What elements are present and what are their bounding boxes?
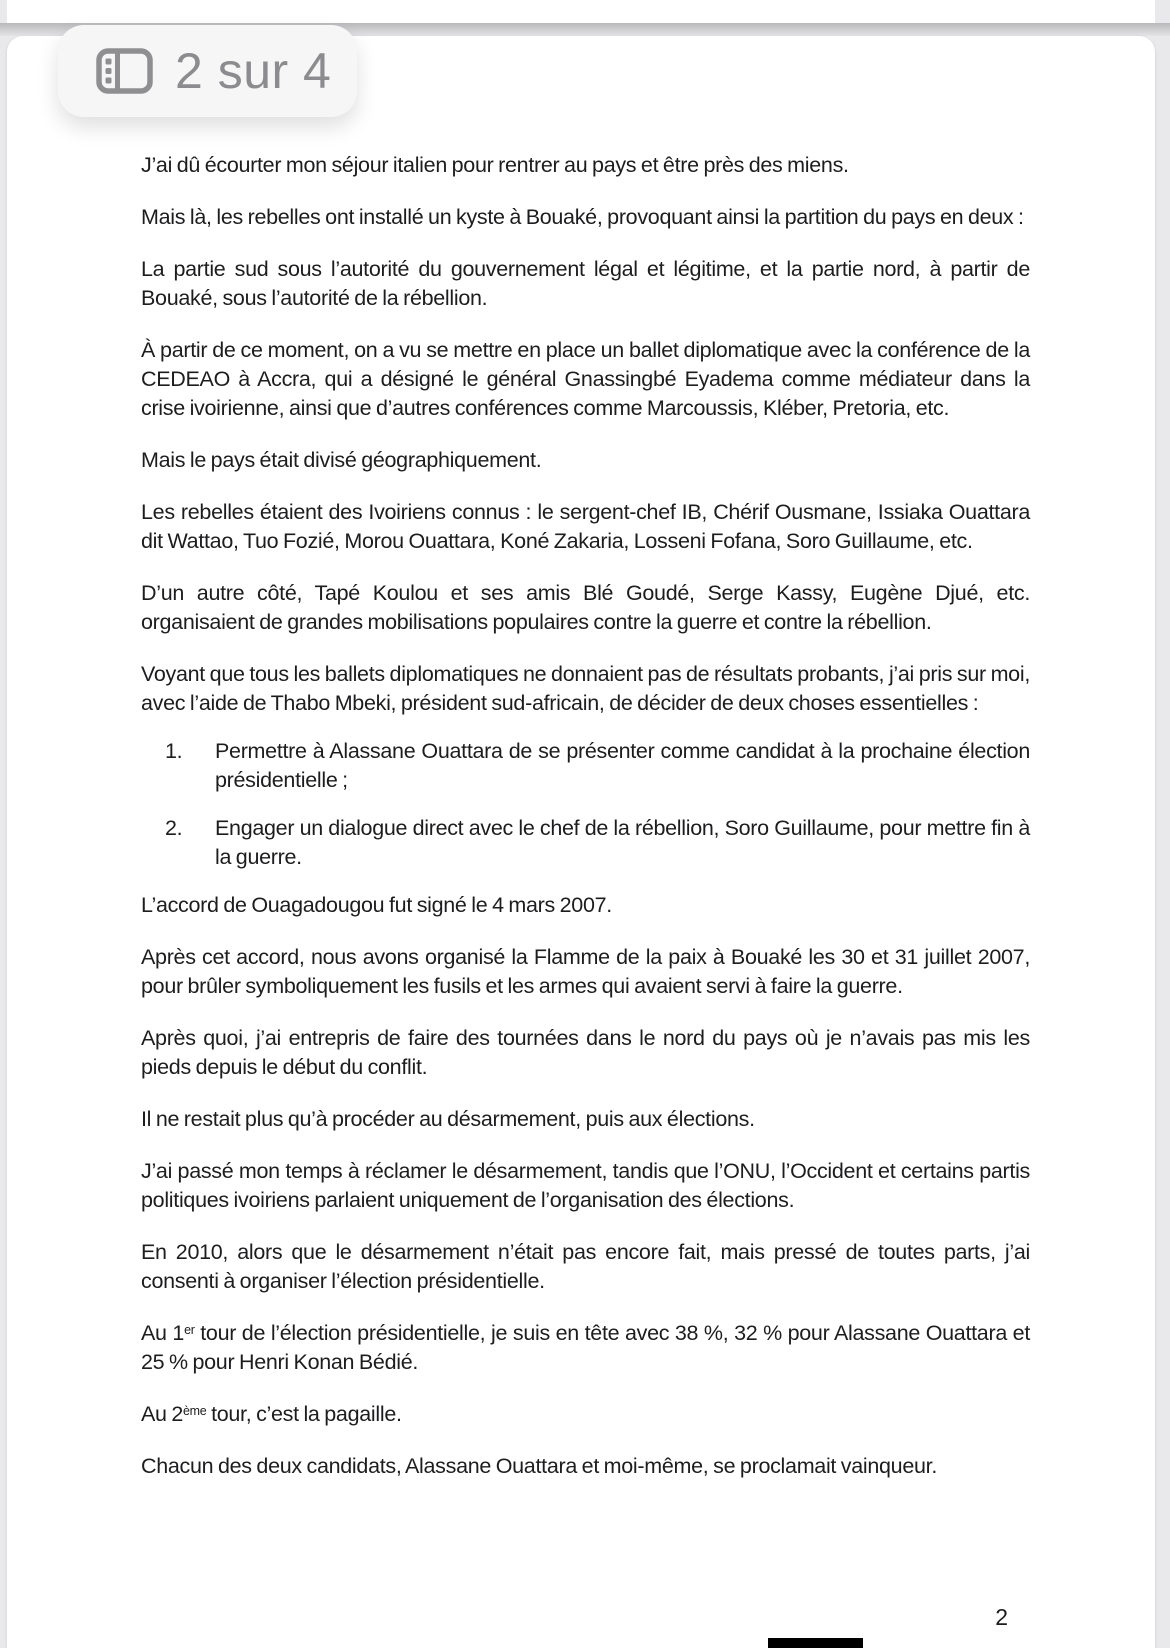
paragraph: Au 1er tour de l’élection présidentielle, je suis en tête avec 38 %, 32 % pour Alassane Ouattara et 25 % pour Henri Konan Bédié. [141, 1321, 1030, 1374]
list-number: 2. [165, 816, 183, 840]
page-indicator-badge[interactable] [58, 25, 357, 117]
paragraph: D’un autre côté, Tapé Koulou et ses amis Blé Goudé, Serge Kassy, Eugène Djué, etc. organisaient de grandes mobilisations populaires contre la guerre et contre la rébellion. [141, 581, 1030, 634]
page-indicator-label: 2 sur 4 [175, 43, 332, 99]
list-item [141, 737, 1030, 795]
list-item [141, 814, 1030, 872]
paragraph: À partir de ce moment, on a vu se mettre en place un ballet diplomatique avec la conférence de la CEDEAO à Accra, qui a désigné le général Gnassingbé Eyadema comme médiateur dans la crise ivoirienne, ainsi que d’autres conférences comme Marcoussis, Kléber, Pretoria, etc. [141, 338, 1030, 420]
paragraph: Au 2ème tour, c’est la pagaille. [141, 1402, 402, 1426]
page-number: 2 [995, 1604, 1008, 1630]
paragraph: Après cet accord, nous avons organisé la Flamme de la paix à Bouaké les 30 et 31 juillet 2007, pour brûler symboliquement les fusils et les armes qui avaient servi à faire la guerre. [141, 945, 1030, 998]
paragraph: L’accord de Ouagadougou fut signé le 4 mars 2007. [141, 893, 612, 917]
document-body [7, 36, 1155, 1481]
left-gutter [0, 0, 7, 1648]
list-item-text: Permettre à Alassane Ouattara de se présenter comme candidat à la prochaine élection présidentielle ; [215, 739, 1030, 792]
paragraph: J’ai dû écourter mon séjour italien pour rentrer au pays et être près des miens. [141, 153, 849, 177]
paragraph: Mais le pays était divisé géographiquement. [141, 448, 542, 472]
paragraph: La partie sud sous l’autorité du gouvernement légal et légitime, et la partie nord, à partir de Bouaké, sous l’autorité de la rébellion. [141, 257, 1030, 310]
paragraph: Mais là, les rebelles ont installé un kyste à Bouaké, provoquant ainsi la partition du pays en deux : [141, 205, 1024, 229]
page-bottom-black-bar [768, 1638, 863, 1648]
right-gutter [1155, 0, 1170, 1648]
paragraph: Les rebelles étaient des Ivoiriens connus : le sergent-chef IB, Chérif Ousmane, Issiaka Ouattara dit Wattao, Tuo Fozié, Morou Ouattara, Koné Zakaria, Losseni Fofana, Soro Guillaume, etc. [141, 500, 1030, 553]
paragraph: Chacun des deux candidats, Alassane Ouattara et moi-même, se proclamait vainqueur. [141, 1454, 937, 1478]
thumbnails-panel-icon [96, 48, 153, 94]
document-page [7, 36, 1155, 1648]
paragraph: Voyant que tous les ballets diplomatiques ne donnaient pas de résultats probants, j’ai pris sur moi, avec l’aide de Thabo Mbeki, président sud-africain, de décider de deux choses essentielles : [141, 662, 1030, 715]
paragraph: Après quoi, j’ai entrepris de faire des tournées dans le nord du pays où je n’avais pas mis les pieds depuis le début du conflit. [141, 1026, 1030, 1079]
list-number: 1. [165, 739, 183, 763]
paragraph: Il ne restait plus qu’à procéder au désarmement, puis aux élections. [141, 1107, 755, 1131]
paragraph: J’ai passé mon temps à réclamer le désarmement, tandis que l’ONU, l’Occident et certains partis politiques ivoiriens parlaient uniquement de l’organisation des élections. [141, 1159, 1030, 1212]
previous-page-bottom-edge [7, 0, 1155, 23]
list-item-text: Engager un dialogue direct avec le chef de la rébellion, Soro Guillaume, pour mettre fin à la guerre. [215, 816, 1030, 869]
paragraph: En 2010, alors que le désarmement n’était pas encore fait, mais pressé de toutes parts, j’ai consenti à organiser l’élection présidentielle. [141, 1240, 1030, 1293]
